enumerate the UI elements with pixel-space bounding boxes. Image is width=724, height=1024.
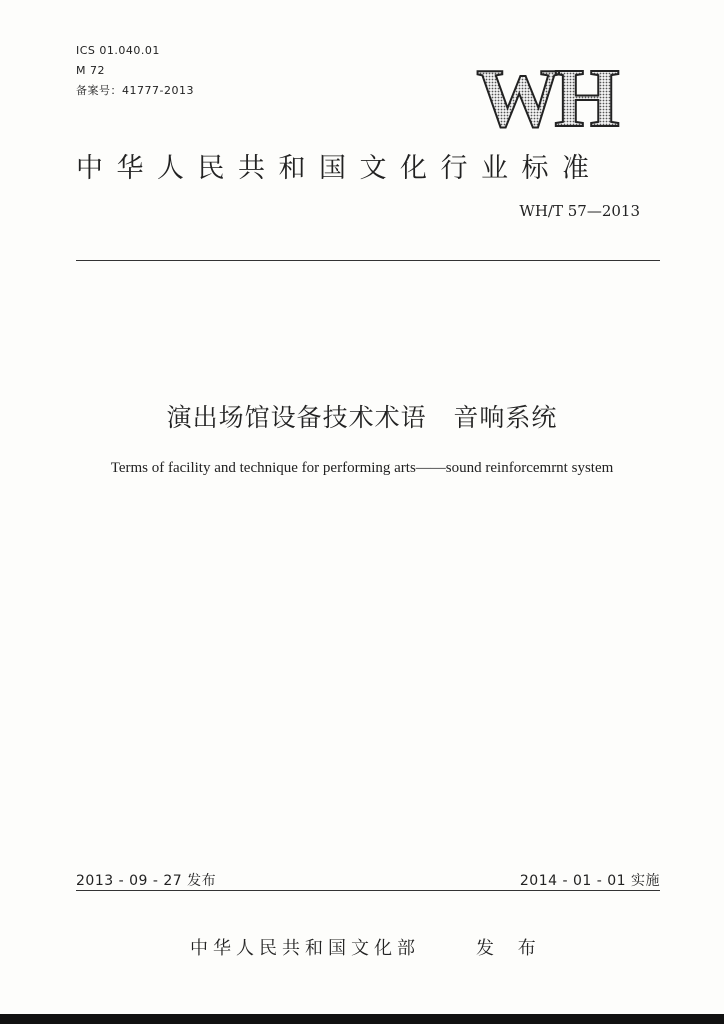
issue-label: 发 布 [476,938,545,959]
classification-code: M 72 [76,64,105,77]
scan-edge [0,1014,724,1024]
header-divider [76,260,660,261]
standard-category-title: 中华人民共和国文化行业标准 [76,153,603,184]
implement-date: 2014 - 01 - 01 实施 [519,873,660,889]
document-title-chinese: 演出场馆设备技术术语 音响系统 [166,403,558,432]
standard-code: WH/T 57—2013 [519,202,640,220]
wh-logo-text: WH [476,60,614,132]
wh-logo-graphic [470,60,620,132]
record-number: 备案号：41777-2013 [76,84,194,97]
document-title-english: Terms of facility and technique for performing arts——sound reinforcemrnt system [110,460,614,476]
footer-divider [76,890,660,891]
issuing-authority: 中华人民共和国文化部 [190,938,420,959]
wh-logo-icon [470,60,620,132]
ics-code: ICS 01.040.01 [76,44,160,57]
publish-date: 2013 - 09 - 27 发布 [76,873,217,889]
